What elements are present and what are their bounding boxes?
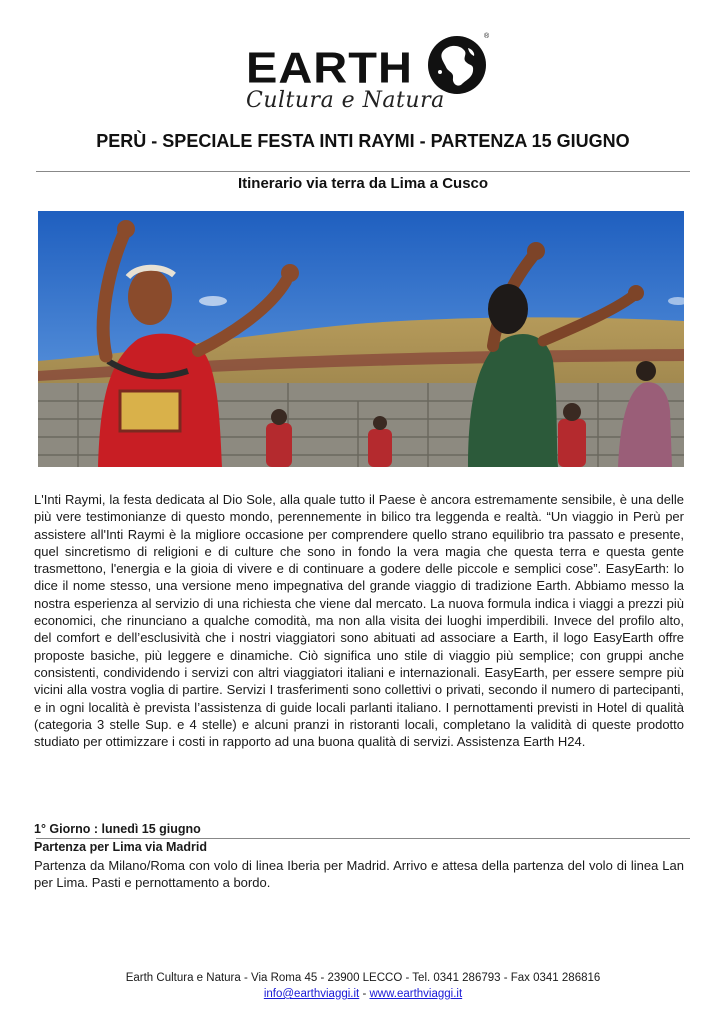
title-divider <box>36 171 690 172</box>
footer-separator: - <box>359 988 370 1000</box>
page-title: PERÙ - SPECIALE FESTA INTI RAYMI - PARTENZA 15 GIUGNO <box>96 131 630 151</box>
logo-tagline: Cultura e Natura <box>246 88 445 113</box>
ceremony-illustration <box>38 211 684 467</box>
globe-icon <box>426 34 488 96</box>
day-1-divider <box>36 838 690 839</box>
website-link[interactable]: www.earthviaggi.it <box>369 988 463 1000</box>
itinerary-subtitle: Itinerario via terra da Lima a Cusco <box>237 175 489 192</box>
day-1-description: Partenza da Milano/Roma con volo di linea Iberia per Madrid. Arrivo e attesa della partenza del volo di linea Lan per Lima. Pasti e pernottamento a bordo. <box>34 858 684 891</box>
registered-mark: ® <box>484 33 490 40</box>
intro-paragraph: L'Inti Raymi, la festa dedicata al Dio Sole, alla quale tutto il Paese è ancora estremamente sensibile, è una delle più vere testimonianze di questo mondo, perennemente in bilico tra leggenda e realtà. “Un viaggio in Perù per assistere all'Inti Raymi è la migliore occasione per comprendere quello strano equilibrio tra passato e presente, quel sincretismo di religioni e di culture che sono in fondo la vera magia che questa terra e questa gente trasmettono, l'energia e la gioia di vivere e di continuare a godere delle piccole e semplici cose”. EasyEarth: lo dice il nome stesso, una versione meno impegnativa del grande viaggio di tradizione Earth. Abbiamo messo la nostra esperienza al servizio di una richiesta che viene dal mercato. La nuova formula indica i viaggi a prezzi più economici, che rinunciano a qualche comodità, ma non alla visita dei luoghi imperdibili. Invece del profilo alto, del comfort e dell’esclusività che i nostri viaggiatori sono abituati ad associare a Earth, il logo EasyEarth offre proposte basiche, più leggere e dinamiche. Ciò significa uno stile di viaggio più semplice; con gruppi anche consistenti, condividendo i servizi con altri viaggiatori italiani e internazionali. EasyEarth, per essere sempre più vicini alla vostra voglia di partire. Servizi I trasferimenti sono collettivi o privati, secondo il numero di partecipanti, e in ogni località è prevista l’assistenza di guide locali parlanti italiano. I pernottamenti previsti in Hotel di qualità (categoria 3 stelle Sup. e 4 stelle) e alcuni pranzi in ristoranti locali, completano la validità di queste prodotto studiato per ottimizzare i costi in rapporto ad una buona qualità di servizi. Assistenza Earth H24. <box>34 492 684 750</box>
day-1-heading: 1° Giorno : lunedì 15 giugno <box>34 822 201 836</box>
inti-raymi-photo <box>38 211 684 467</box>
footer-contacts <box>36 988 690 1000</box>
earth-logo <box>246 30 496 115</box>
footer-address: Earth Cultura e Natura - Via Roma 45 - 23900 LECCO - Tel. 0341 286793 - Fax 0341 286816 <box>125 972 601 984</box>
day-1-route: Partenza per Lima via Madrid <box>34 840 207 854</box>
email-link[interactable]: info@earthviaggi.it <box>263 988 360 1000</box>
logo-wordmark: EARTH <box>246 43 413 92</box>
